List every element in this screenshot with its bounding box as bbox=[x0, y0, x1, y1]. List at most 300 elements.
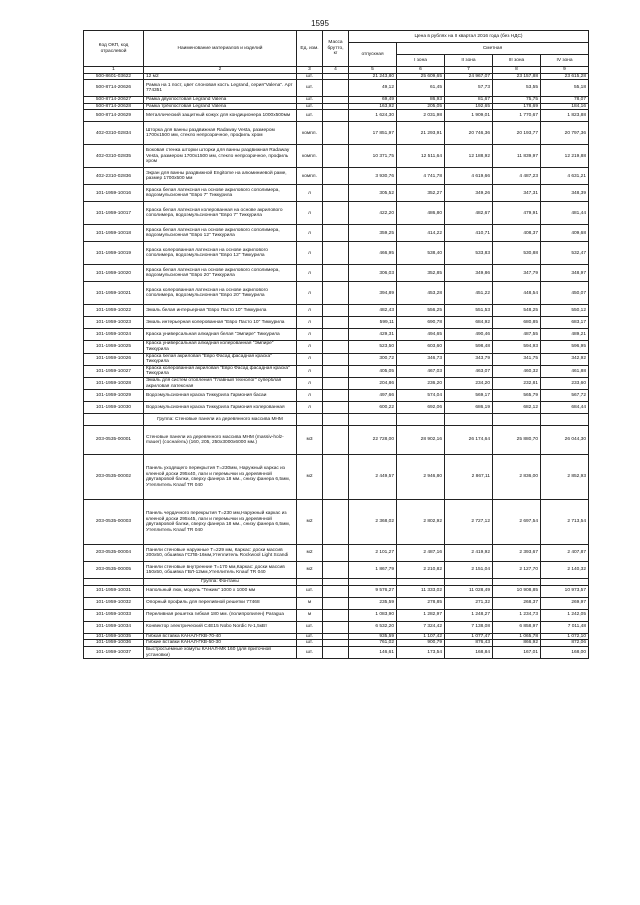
header-price-title: Цена в рублях на II квартал 2016 года (без НДС) bbox=[349, 31, 589, 43]
price-zone-2-cell: 490,46 bbox=[445, 329, 493, 341]
price-zone-1-cell: 1 282,97 bbox=[397, 609, 445, 621]
mass-cell bbox=[323, 455, 349, 500]
price-zone-1-cell: 690,78 bbox=[397, 317, 445, 329]
table-row bbox=[84, 621, 589, 633]
price-zone-2-cell: 463,07 bbox=[445, 365, 493, 377]
price-zone-4-cell: 342,92 bbox=[541, 353, 589, 365]
price-zone-4-cell: 567,72 bbox=[541, 390, 589, 402]
price-zone-4-cell: 481,44 bbox=[541, 202, 589, 225]
mass-cell bbox=[323, 110, 349, 122]
header-mass: Масса брутто, кг bbox=[323, 31, 349, 67]
code-cell: 101-1959-10031 bbox=[84, 585, 144, 597]
name-cell: Быстросъемные хомуты КАНАЛ-МК 160 (для приточной установки) bbox=[144, 646, 297, 658]
price-release-cell: 9 576,27 bbox=[349, 585, 397, 597]
code-cell: 101-1959-10030 bbox=[84, 402, 144, 414]
price-zone-4-cell: 684,44 bbox=[541, 402, 589, 414]
code-cell: 101-1959-10021 bbox=[84, 282, 144, 305]
price-zone-4-cell: 596,95 bbox=[541, 341, 589, 353]
price-release-cell: 482,43 bbox=[349, 305, 397, 317]
table-row bbox=[84, 168, 589, 185]
name-cell: Краска универсальная алкидная колерованная "Эмпире" Тиккурила bbox=[144, 341, 297, 353]
price-zone-4-cell: 2 407,87 bbox=[541, 545, 589, 562]
price-release-cell: 22 728,00 bbox=[349, 426, 397, 455]
mass-cell bbox=[323, 633, 349, 640]
table-row bbox=[84, 103, 589, 110]
mass-cell bbox=[323, 426, 349, 455]
code-cell: 500-8714-20627 bbox=[84, 97, 144, 104]
price-release-cell: 1 083,90 bbox=[349, 609, 397, 621]
table-row bbox=[84, 282, 589, 305]
group-empty-cell bbox=[541, 579, 589, 586]
group-empty-cell bbox=[323, 414, 349, 426]
unit-cell: м bbox=[297, 609, 323, 621]
code-cell: 101-1959-10034 bbox=[84, 621, 144, 633]
price-zone-2-cell: 81,67 bbox=[445, 97, 493, 104]
price-zone-3-cell: 530,88 bbox=[493, 242, 541, 265]
code-cell: 101-1959-10023 bbox=[84, 317, 144, 329]
name-cell: Металлический защитный кожух для кондиционера 1000х500мм bbox=[144, 110, 297, 122]
code-cell: 101-1959-10024 bbox=[84, 329, 144, 341]
column-index: 1 bbox=[84, 67, 144, 74]
name-cell: Экран для ванны раздвижной Engitome на алюминиевой раме, размер 1700х500 мм bbox=[144, 168, 297, 185]
table-row bbox=[84, 353, 589, 365]
column-index: 9 bbox=[541, 67, 589, 74]
price-release-cell: 146,61 bbox=[349, 646, 397, 658]
header-estimate-price: Сметная bbox=[397, 43, 589, 55]
unit-cell: компл. bbox=[297, 168, 323, 185]
price-zone-2-cell: 2 419,92 bbox=[445, 545, 493, 562]
name-cell: Гибкая вставка КАНАЛ-ГКВ-70-40 bbox=[144, 633, 297, 640]
table-row bbox=[84, 97, 589, 104]
price-zone-4-cell: 168,00 bbox=[541, 646, 589, 658]
price-zone-1-cell: 574,04 bbox=[397, 390, 445, 402]
table-row bbox=[84, 185, 589, 202]
unit-cell: л bbox=[297, 202, 323, 225]
mass-cell bbox=[323, 282, 349, 305]
unit-cell: л bbox=[297, 225, 323, 242]
price-zone-2-cell: 451,22 bbox=[445, 282, 493, 305]
table-row bbox=[84, 390, 589, 402]
mass-cell bbox=[323, 242, 349, 265]
price-release-cell: 306,03 bbox=[349, 265, 397, 282]
price-zone-4-cell: 461,88 bbox=[541, 365, 589, 377]
price-zone-2-cell: 7 138,08 bbox=[445, 621, 493, 633]
unit-cell: л bbox=[297, 390, 323, 402]
group-empty-cell bbox=[297, 414, 323, 426]
mass-cell bbox=[323, 305, 349, 317]
price-zone-4-cell: 23 615,28 bbox=[541, 73, 589, 80]
code-cell: 101-1959-10019 bbox=[84, 242, 144, 265]
price-zone-2-cell: 1 909,01 bbox=[445, 110, 493, 122]
price-release-cell: 2 368,02 bbox=[349, 500, 397, 545]
table-row bbox=[84, 500, 589, 545]
name-cell: Переливная решетка гибкая 180 мм. (полипропилен) Paragua bbox=[144, 609, 297, 621]
price-zone-1-cell: 21 293,91 bbox=[397, 122, 445, 145]
mass-cell bbox=[323, 341, 349, 353]
price-zone-1-cell: 61,45 bbox=[397, 80, 445, 97]
price-zone-1-cell: 2 487,16 bbox=[397, 545, 445, 562]
group-empty-cell bbox=[397, 579, 445, 586]
price-zone-3-cell: 20 193,77 bbox=[493, 122, 541, 145]
price-release-cell: 359,25 bbox=[349, 225, 397, 242]
code-cell: 101-1959-10017 bbox=[84, 202, 144, 225]
price-table bbox=[83, 30, 589, 659]
price-zone-4-cell: 1 823,88 bbox=[541, 110, 589, 122]
price-zone-4-cell: 10 973,57 bbox=[541, 585, 589, 597]
price-zone-3-cell: 167,01 bbox=[493, 646, 541, 658]
mass-cell bbox=[323, 317, 349, 329]
price-zone-4-cell: 683,17 bbox=[541, 317, 589, 329]
mass-cell bbox=[323, 365, 349, 377]
name-cell: Боковая стенка шторки шторки для ванны раздвижная Radaway Vesta, размером 1700х1500 мм, стекло непрозрачное, профиль хром bbox=[144, 145, 297, 168]
unit-cell: м2 bbox=[297, 455, 323, 500]
price-zone-2-cell: 20 746,36 bbox=[445, 122, 493, 145]
code-cell: 101-1959-10029 bbox=[84, 390, 144, 402]
column-index: 3 bbox=[297, 67, 323, 74]
table-row bbox=[84, 341, 589, 353]
unit-cell: м2 bbox=[297, 545, 323, 562]
price-zone-2-cell: 686,19 bbox=[445, 402, 493, 414]
price-release-cell: 2 101,27 bbox=[349, 545, 397, 562]
group-empty-cell bbox=[445, 579, 493, 586]
price-zone-3-cell: 565,79 bbox=[493, 390, 541, 402]
name-cell: Краска белая акриловая "Евро Фасад фасадная краска" Тиккурила bbox=[144, 353, 297, 365]
price-release-cell: 305,52 bbox=[349, 185, 397, 202]
column-index: 8 bbox=[493, 67, 541, 74]
price-zone-3-cell: 448,54 bbox=[493, 282, 541, 305]
code-cell: 203-0535-00002 bbox=[84, 455, 144, 500]
unit-cell: компл. bbox=[297, 122, 323, 145]
mass-cell bbox=[323, 609, 349, 621]
price-zone-3-cell: 232,81 bbox=[493, 377, 541, 389]
table-row bbox=[84, 426, 589, 455]
price-zone-3-cell: 2 393,67 bbox=[493, 545, 541, 562]
table-row bbox=[84, 646, 589, 658]
price-zone-4-cell: 1 242,05 bbox=[541, 609, 589, 621]
price-zone-4-cell: 450,07 bbox=[541, 282, 589, 305]
table-row bbox=[84, 242, 589, 265]
unit-cell: л bbox=[297, 265, 323, 282]
price-zone-3-cell: 594,93 bbox=[493, 341, 541, 353]
mass-cell bbox=[323, 353, 349, 365]
name-cell: Конвектор электрический C4E15 Nobo Nordic N-1,5кВт bbox=[144, 621, 297, 633]
name-cell: Водоэмульсионная краска Тиккурила Гармония колерованная bbox=[144, 402, 297, 414]
price-zone-2-cell: 26 174,64 bbox=[445, 426, 493, 455]
name-cell: Стеновые панели из деревянного массива MHM (massiv-holz-mauer) (сосна/ель) (160, 205, 250х3000х6000 мм.) bbox=[144, 426, 297, 455]
name-cell: Рамка на 1 пост, цвет слоновая кость Legrand, серия"Valena". Арт 774351 bbox=[144, 80, 297, 97]
price-zone-1-cell: 414,22 bbox=[397, 225, 445, 242]
price-zone-3-cell: 460,32 bbox=[493, 365, 541, 377]
price-zone-1-cell: 494,65 bbox=[397, 329, 445, 341]
column-index: 6 bbox=[397, 67, 445, 74]
table-row bbox=[84, 609, 589, 621]
mass-cell bbox=[323, 329, 349, 341]
price-zone-2-cell: 349,26 bbox=[445, 185, 493, 202]
table-row bbox=[84, 585, 589, 597]
mass-cell bbox=[323, 122, 349, 145]
price-release-cell: 49,12 bbox=[349, 80, 397, 97]
group-empty-cell bbox=[397, 414, 445, 426]
name-cell: Водоэмульсионная краска Тиккурила Гармония басаи bbox=[144, 390, 297, 402]
name-cell: Панель уходящего перекрытия Т=230мм, Наружный каркас из клееной доски 295х40, лаги и перемычки из деревянной двутавровой балки, сверху фанера 18 мм., снизу фанера 6,5мм, Утеплитель Knauf TR 040 bbox=[144, 455, 297, 500]
price-release-cell: 163,92 bbox=[349, 103, 397, 110]
header-zone-2: II зона bbox=[445, 55, 493, 67]
unit-cell: м2 bbox=[297, 500, 323, 545]
code-cell: 101-1959-10018 bbox=[84, 225, 144, 242]
header-unit: Ед. изм. bbox=[297, 31, 323, 67]
code-cell: 402-2310-02836 bbox=[84, 168, 144, 185]
price-release-cell: 300,72 bbox=[349, 353, 397, 365]
price-zone-2-cell: 1 077,47 bbox=[445, 633, 493, 640]
name-cell: Краска универсальная алкидная белая "Эмпире" Тиккурила bbox=[144, 329, 297, 341]
price-release-cell: 69,49 bbox=[349, 97, 397, 104]
price-zone-1-cell: 352,85 bbox=[397, 265, 445, 282]
mass-cell bbox=[323, 225, 349, 242]
price-zone-1-cell: 11 333,02 bbox=[397, 585, 445, 597]
price-release-cell: 204,86 bbox=[349, 377, 397, 389]
mass-cell bbox=[323, 500, 349, 545]
price-zone-4-cell: 348,97 bbox=[541, 265, 589, 282]
price-zone-4-cell: 233,60 bbox=[541, 377, 589, 389]
table-row bbox=[84, 225, 589, 242]
price-zone-1-cell: 556,25 bbox=[397, 305, 445, 317]
mass-cell bbox=[323, 640, 349, 647]
code-cell: 101-1959-10020 bbox=[84, 265, 144, 282]
price-zone-3-cell: 548,25 bbox=[493, 305, 541, 317]
code-cell: 101-1959-10028 bbox=[84, 377, 144, 389]
table-row bbox=[84, 202, 589, 225]
name-cell: Краска колерованная акриловая "Евро Фасад фасадная краска" Тиккурила bbox=[144, 365, 297, 377]
price-zone-2-cell: 551,53 bbox=[445, 305, 493, 317]
code-cell: 101-1959-10036 bbox=[84, 640, 144, 647]
price-release-cell: 1 624,30 bbox=[349, 110, 397, 122]
column-index: 5 bbox=[349, 67, 397, 74]
price-zone-4-cell: 20 797,36 bbox=[541, 122, 589, 145]
price-zone-3-cell: 25 880,70 bbox=[493, 426, 541, 455]
group-empty-cell bbox=[349, 579, 397, 586]
price-zone-2-cell: 234,20 bbox=[445, 377, 493, 389]
price-zone-3-cell: 75,75 bbox=[493, 97, 541, 104]
price-zone-1-cell: 453,28 bbox=[397, 282, 445, 305]
price-zone-3-cell: 487,55 bbox=[493, 329, 541, 341]
price-zone-1-cell: 603,60 bbox=[397, 341, 445, 353]
mass-cell bbox=[323, 585, 349, 597]
table-row bbox=[84, 597, 589, 609]
price-release-cell: 497,66 bbox=[349, 390, 397, 402]
price-zone-4-cell: 2 852,93 bbox=[541, 455, 589, 500]
unit-cell: м3 bbox=[297, 426, 323, 455]
price-zone-3-cell: 1 234,73 bbox=[493, 609, 541, 621]
price-zone-4-cell: 269,97 bbox=[541, 597, 589, 609]
price-zone-1-cell: 86,93 bbox=[397, 97, 445, 104]
unit-cell: л bbox=[297, 185, 323, 202]
group-empty-cell bbox=[541, 414, 589, 426]
price-zone-2-cell: 410,71 bbox=[445, 225, 493, 242]
table-row bbox=[84, 80, 589, 97]
column-index: 7 bbox=[445, 67, 493, 74]
name-cell: Эмаль интерьерная колерованная "Евро Пасто 10" Тиккурила bbox=[144, 317, 297, 329]
price-zone-3-cell: 2 836,00 bbox=[493, 455, 541, 500]
price-zone-1-cell: 173,54 bbox=[397, 646, 445, 658]
table-row bbox=[84, 633, 589, 640]
header-zone-4: IV зона bbox=[541, 55, 589, 67]
price-zone-4-cell: 4 631,21 bbox=[541, 168, 589, 185]
code-cell: 101-1959-10027 bbox=[84, 365, 144, 377]
mass-cell bbox=[323, 202, 349, 225]
mass-cell bbox=[323, 562, 349, 579]
table-row bbox=[84, 377, 589, 389]
code-cell: 402-0310-02834 bbox=[84, 122, 144, 145]
code-cell: 101-1959-10035 bbox=[84, 633, 144, 640]
code-cell: 203-0535-00001 bbox=[84, 426, 144, 455]
price-zone-3-cell: 341,75 bbox=[493, 353, 541, 365]
price-zone-3-cell: 479,91 bbox=[493, 202, 541, 225]
price-zone-4-cell: 532,47 bbox=[541, 242, 589, 265]
name-cell: Краска колерованная латексная на основе акрилового сополимера, водоэмульсионная "Евро 12" Тиккурила bbox=[144, 242, 297, 265]
header-code: Код ОКП, код отраслевой bbox=[84, 31, 144, 67]
unit-cell: л bbox=[297, 402, 323, 414]
unit-cell: л bbox=[297, 282, 323, 305]
price-zone-2-cell: 192,65 bbox=[445, 103, 493, 110]
price-zone-1-cell: 486,80 bbox=[397, 202, 445, 225]
price-release-cell: 405,05 bbox=[349, 365, 397, 377]
price-zone-1-cell: 2 210,82 bbox=[397, 562, 445, 579]
name-cell: Панель чердачного перекрытия Т=230 мм,Наружный каркас из клееной доски 295х45, лаги и перемычки из деревянной двутавровой балки, сверху фанера 18 мм., снизу фанера 6,5мм, Утеплитель Knauf TR 040 bbox=[144, 500, 297, 545]
price-zone-2-cell: 271,32 bbox=[445, 597, 493, 609]
price-release-cell: 235,59 bbox=[349, 597, 397, 609]
column-index: 4 bbox=[323, 67, 349, 74]
price-release-cell: 2 449,57 bbox=[349, 455, 397, 500]
mass-cell bbox=[323, 168, 349, 185]
unit-cell: л bbox=[297, 242, 323, 265]
price-zone-3-cell: 2 697,54 bbox=[493, 500, 541, 545]
code-cell: 402-0310-02835 bbox=[84, 145, 144, 168]
price-zone-4-cell: 55,18 bbox=[541, 80, 589, 97]
price-release-cell: 21 243,80 bbox=[349, 73, 397, 80]
code-cell: 500-8601-03622 bbox=[84, 73, 144, 80]
unit-cell: шт. bbox=[297, 97, 323, 104]
price-zone-3-cell: 347,31 bbox=[493, 185, 541, 202]
column-index: 2 bbox=[144, 67, 297, 74]
price-release-cell: 422,20 bbox=[349, 202, 397, 225]
header-release-price: отпускная bbox=[349, 43, 397, 67]
table-row bbox=[84, 122, 589, 145]
table-row bbox=[84, 455, 589, 500]
price-zone-2-cell: 2 727,12 bbox=[445, 500, 493, 545]
name-cell: Рамка двухпостовая Legrand Valena bbox=[144, 97, 297, 104]
table-row bbox=[84, 265, 589, 282]
price-zone-4-cell: 7 011,48 bbox=[541, 621, 589, 633]
name-cell: 12 м2 bbox=[144, 73, 297, 80]
mass-cell bbox=[323, 185, 349, 202]
unit-cell: м bbox=[297, 597, 323, 609]
table-row bbox=[84, 402, 589, 414]
code-cell: 101-1959-10026 bbox=[84, 353, 144, 365]
price-zone-4-cell: 409,68 bbox=[541, 225, 589, 242]
price-zone-2-cell: 349,86 bbox=[445, 265, 493, 282]
price-zone-3-cell: 11 839,97 bbox=[493, 145, 541, 168]
price-release-cell: 10 371,75 bbox=[349, 145, 397, 168]
unit-cell: л bbox=[297, 317, 323, 329]
code-cell: 500-8714-20626 bbox=[84, 80, 144, 97]
price-zone-1-cell: 692,06 bbox=[397, 402, 445, 414]
price-zone-1-cell: 2 802,92 bbox=[397, 500, 445, 545]
code-cell: 101-1959-10022 bbox=[84, 305, 144, 317]
price-zone-3-cell: 1 770,67 bbox=[493, 110, 541, 122]
price-zone-3-cell: 4 487,23 bbox=[493, 168, 541, 185]
table-row bbox=[84, 329, 589, 341]
mass-cell bbox=[323, 145, 349, 168]
name-cell: Рамка трёхпостовая Legrand Valena bbox=[144, 103, 297, 110]
table-row bbox=[84, 640, 589, 647]
price-zone-3-cell: 2 127,70 bbox=[493, 562, 541, 579]
price-zone-1-cell: 346,73 bbox=[397, 353, 445, 365]
group-empty-cell bbox=[493, 414, 541, 426]
price-zone-2-cell: 876,43 bbox=[445, 640, 493, 647]
unit-cell: л bbox=[297, 329, 323, 341]
price-zone-3-cell: 268,37 bbox=[493, 597, 541, 609]
price-zone-1-cell: 205,05 bbox=[397, 103, 445, 110]
mass-cell bbox=[323, 73, 349, 80]
price-zone-4-cell: 78,07 bbox=[541, 97, 589, 104]
code-cell: 101-1959-10032 bbox=[84, 597, 144, 609]
unit-cell: шт. bbox=[297, 633, 323, 640]
price-zone-1-cell: 1 107,42 bbox=[397, 633, 445, 640]
price-zone-1-cell: 900,79 bbox=[397, 640, 445, 647]
mass-cell bbox=[323, 103, 349, 110]
price-release-cell: 6 532,20 bbox=[349, 621, 397, 633]
price-zone-2-cell: 2 151,04 bbox=[445, 562, 493, 579]
group-empty-cell bbox=[323, 579, 349, 586]
price-zone-4-cell: 348,39 bbox=[541, 185, 589, 202]
name-cell: Эмаль белая интерьерная "Евро Пасто 10" Тиккурила bbox=[144, 305, 297, 317]
unit-cell: шт. bbox=[297, 110, 323, 122]
name-cell: Краска белая латексная на основе акрилового сополимера, водоэмульсионная "Евро 12" Тиккурила bbox=[144, 225, 297, 242]
price-zone-1-cell: 4 741,78 bbox=[397, 168, 445, 185]
price-release-cell: 599,11 bbox=[349, 317, 397, 329]
code-cell: 500-8714-20629 bbox=[84, 110, 144, 122]
price-zone-4-cell: 2 713,54 bbox=[541, 500, 589, 545]
code-cell: 203-0535-00005 bbox=[84, 562, 144, 579]
price-zone-1-cell: 12 511,64 bbox=[397, 145, 445, 168]
price-zone-1-cell: 2 031,98 bbox=[397, 110, 445, 122]
table-row bbox=[84, 365, 589, 377]
unit-cell: л bbox=[297, 341, 323, 353]
price-zone-3-cell: 178,69 bbox=[493, 103, 541, 110]
code-cell: 101-1959-10016 bbox=[84, 185, 144, 202]
unit-cell: л bbox=[297, 305, 323, 317]
price-zone-1-cell: 467,03 bbox=[397, 365, 445, 377]
price-release-cell: 394,89 bbox=[349, 282, 397, 305]
unit-cell: шт. bbox=[297, 621, 323, 633]
mass-cell bbox=[323, 597, 349, 609]
price-zone-3-cell: 1 065,78 bbox=[493, 633, 541, 640]
code-cell: 101-1959-10025 bbox=[84, 341, 144, 353]
price-zone-1-cell: 7 324,42 bbox=[397, 621, 445, 633]
mass-cell bbox=[323, 621, 349, 633]
unit-cell: шт. bbox=[297, 585, 323, 597]
header-zone-1: I зона bbox=[397, 55, 445, 67]
mass-cell bbox=[323, 390, 349, 402]
price-zone-4-cell: 872,06 bbox=[541, 640, 589, 647]
code-cell: 101-1959-10037 bbox=[84, 646, 144, 658]
price-zone-3-cell: 680,85 bbox=[493, 317, 541, 329]
unit-cell: шт. bbox=[297, 73, 323, 80]
group-empty-cell bbox=[84, 579, 144, 586]
name-cell: Краска белая латексная колерованная на основе акрилового сополимера, водоэмульсионная "Евро 7" Тиккурила bbox=[144, 202, 297, 225]
price-zone-3-cell: 23 157,88 bbox=[493, 73, 541, 80]
code-cell: 203-0535-00003 bbox=[84, 500, 144, 545]
